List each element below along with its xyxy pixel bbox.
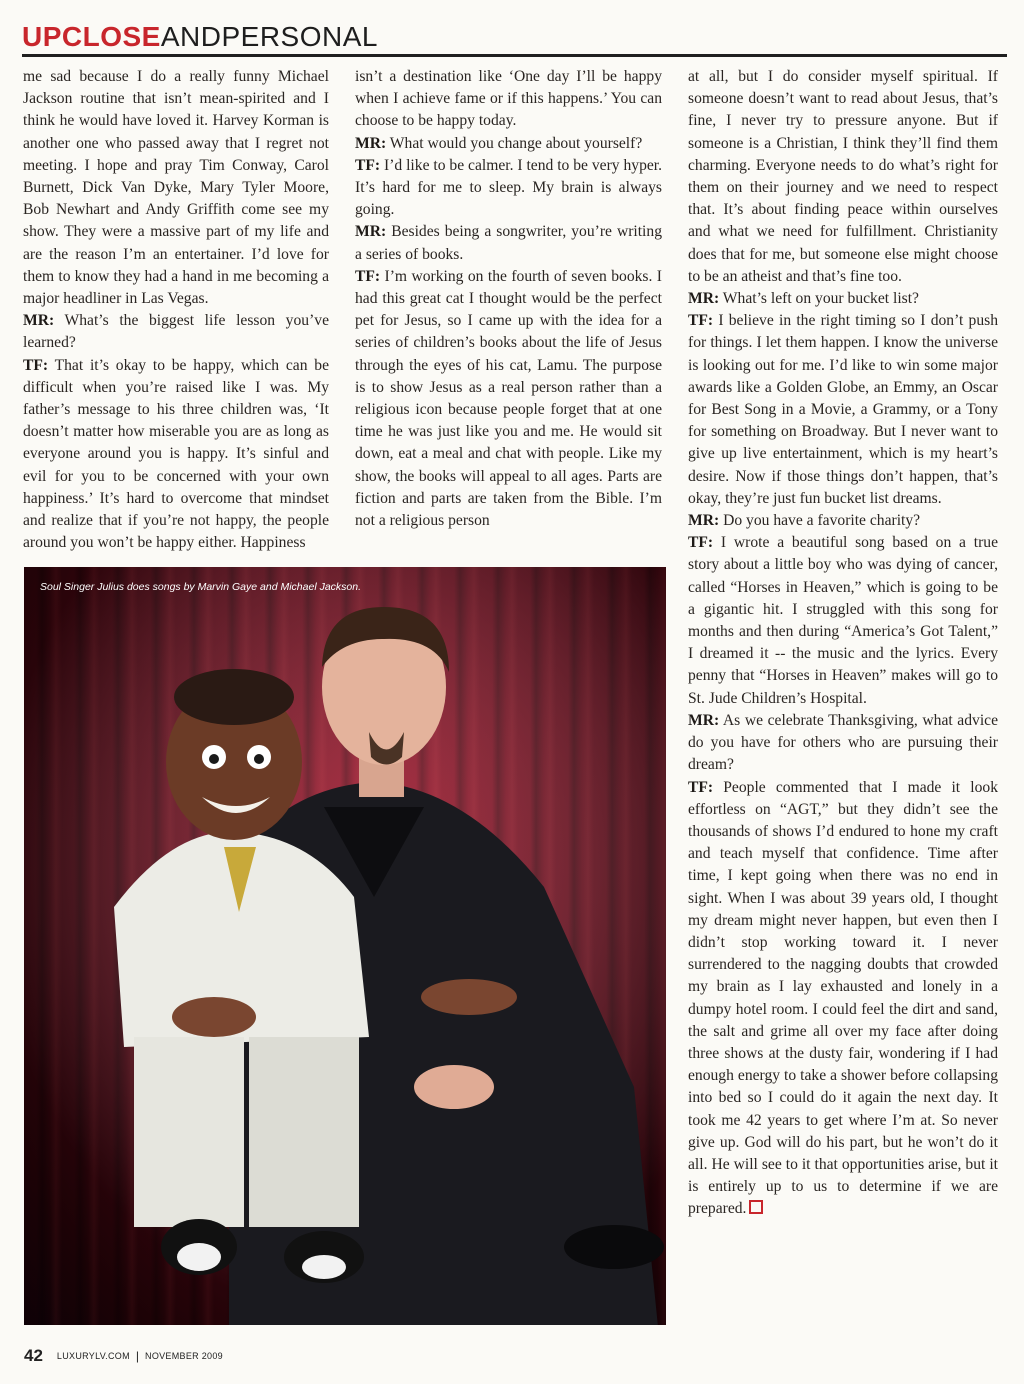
photo-illustration [24, 567, 666, 1325]
answer [688, 310, 998, 510]
question-text: What’s the biggest life lesson you’ve learned? [23, 312, 329, 352]
speaker-label: MR: [23, 312, 55, 330]
footer-separator: | [135, 1349, 140, 1363]
speaker-label: MR: [688, 512, 720, 530]
answer [355, 266, 662, 532]
answer-text: I believe in the right timing so I don’t push for things. I let them happen. I know the universe is looking out for me. I’d like to win some major awards like a Golden Globe, an Emmy, an Oscar for Best Song in a Movie, a Grammy, or a Tony for something on Broadway. But I never want to give up live entertainment, which is my heart’s desire. Now if those things don’t happen, that’s okay, they’re just fun bucket list dreams. [688, 312, 998, 507]
question [355, 221, 662, 265]
question-text: As we celebrate Thanksgiving, what advice do you have for others who are pursuing their dream? [688, 711, 998, 774]
question-text: Besides being a songwriter, you’re writing a series of books. [355, 223, 662, 263]
speaker-label: TF: [355, 267, 381, 285]
paragraph-text: me sad because I do a really funny Michael Jackson routine that isn’t mean-spirited and I think he would have loved it. Harvey Korman is another one who passed away that I regret not meeting. I hope and pray Tim Conway, Carol Burnett, Dick Van Dyke, Mary Tyler Moore, Bob Newhart and Andy Griffith come see my show. They were a massive part of my life and are the reason I’m an entertainer. I’d love for them to know they had a hand in me becoming a major headliner in Las Vegas. [23, 68, 329, 308]
answer-text: People commented that I made it look effortless on “AGT,” but they didn’t see the thousands of shows I’d endured to hone my craft and teach myself that confidence. Time after time, I kept going when there was no end in sight. When I was about 39 years old, I thought my dream might never happen, but even then I didn’t stop working toward it. I never surrendered to the nagging doubts that crowded my brain as I lay exhausted and lonely in a dumpy hotel room. I could feel the dirt and sand, the salt and grime all over my face after doing three shows at the dusty fair, wondering if I had enough energy to take a shower before collapsing into bed so I could do it again the next day. It took me 42 years to get where I’m at. So never give up. God will do his part, but he won’t do it all. He will see to it that opportunities arise, but it is entirely up to us to determine if we are prepared. [688, 778, 998, 1218]
article-column-3 [688, 66, 998, 1221]
photo-caption: Soul Singer Julius does songs by Marvin Gaye and Michael Jackson. [40, 581, 361, 593]
footer-site: LUXURYLV.COM [56, 1351, 130, 1361]
speaker-label: TF: [688, 312, 714, 330]
feature-photo [24, 567, 666, 1325]
speaker-label: MR: [355, 223, 387, 241]
speaker-label: MR: [688, 290, 720, 308]
answer-text: I’d like to be calmer. I tend to be very hyper. It’s hard for me to sleep. My brain is always going. [355, 156, 663, 219]
article-column-1 [23, 66, 329, 554]
paragraph [688, 66, 998, 288]
answer [23, 355, 329, 555]
speaker-label: TF: [355, 156, 381, 174]
answer [688, 532, 998, 710]
section-title [22, 20, 378, 54]
question-text: What would you change about yourself? [386, 134, 643, 152]
question [688, 510, 998, 532]
speaker-label: TF: [688, 778, 714, 796]
speaker-label: MR: [688, 711, 720, 729]
paragraph [355, 66, 662, 133]
answer [355, 155, 662, 222]
section-title-bold: UPCLOSE [22, 21, 161, 52]
question [688, 710, 998, 777]
question [688, 288, 998, 310]
answer-text: That it’s okay to be happy, which can be difficult when you’re raised like I was. My father’s message to his three children was, ‘It doesn’t matter how miserable you are as long as everyone around you is happy. It’s sinful and evil for you to be concerned with your own happiness.’ It’s hard to overcome that mindset and realize that if you’re not happy, the people around you won’t be happy either. Happiness [23, 356, 329, 552]
speaker-label: TF: [688, 534, 714, 552]
answer [688, 777, 998, 1221]
question [23, 310, 329, 354]
question-text: What’s left on your bucket list? [719, 290, 919, 308]
question [355, 133, 662, 155]
answer-text: I wrote a beautiful song based on a true story about a little boy who was dying of cancer, called “Horses in Heaven,” which is going to be a gigantic hit. I struggled with this song for months and then during “America’s Got Talent,” I dreamed it -- the music and the lyrics. Every penny that “Horses in Heaven” makes will go to St. Jude Children’s Hospital. [688, 534, 998, 707]
speaker-label: TF: [23, 356, 49, 374]
question-text: Do you have a favorite charity? [719, 512, 921, 530]
footer-issue: NOVEMBER 2009 [145, 1351, 223, 1361]
answer-text: I’m working on the fourth of seven books. I had this great cat I thought would be the perfect pet for Jesus, so I came up with the idea for a series of children’s books about the life of Jesus through the eyes of his cat, Lamu. The purpose is to show Jesus as a real person rather than a religious icon because people forget that at one time he was just like you and me. He would sit down, eat a meal and chat with people. Like my show, the books will appeal to all ages. Parts are fiction and parts are taken from the Bible. I’m not a religious person [355, 267, 662, 530]
paragraph-text: at all, but I do consider myself spiritual. If someone doesn’t want to read about Jesus, that’s fine, I never try to pressure anyone. But if someone is a Christian, I think they’ll find them charming. Everyone needs to do what’s right for them on their journey and we need to respect that. It’s about finding peace within ourselves and what we need for fulfillment. Christianity does that for me, but someone else might choose to be an atheist and that’s fine too. [688, 68, 998, 285]
page-footer [24, 1346, 223, 1366]
article-column-2 [355, 66, 662, 532]
section-header [22, 20, 1007, 57]
page-number: 42 [24, 1346, 43, 1365]
end-of-article-mark-icon [749, 1200, 763, 1214]
section-title-rest: ANDPERSONAL [160, 21, 378, 52]
paragraph-text: isn’t a destination like ‘One day I’ll be happy when I achieve fame or if this happens.’ You can choose to be happy today. [355, 68, 662, 130]
paragraph [23, 66, 329, 310]
speaker-label: MR: [355, 134, 387, 152]
